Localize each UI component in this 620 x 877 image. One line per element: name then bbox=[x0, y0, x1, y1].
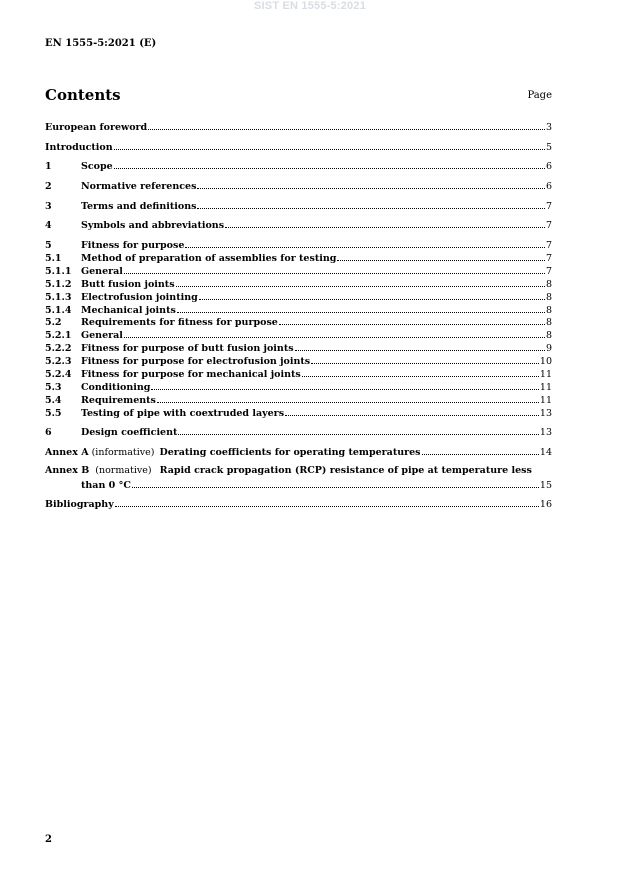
toc-entry-page: 3 bbox=[545, 122, 552, 133]
toc-entry-title: Butt fusion joints bbox=[81, 278, 175, 290]
dot-leader bbox=[199, 290, 545, 300]
toc-entry-page: 5 bbox=[545, 141, 552, 153]
toc-entry[interactable] bbox=[45, 159, 552, 172]
toc-entry-page: 8 bbox=[545, 317, 552, 329]
toc-entry[interactable] bbox=[45, 140, 552, 153]
toc-entry-page: 9 bbox=[545, 343, 552, 355]
dot-leader bbox=[176, 277, 545, 287]
toc-entry-number: 1 bbox=[45, 161, 52, 173]
dot-leader bbox=[114, 140, 545, 150]
toc-entry-annex-a[interactable] bbox=[45, 445, 552, 458]
dot-leader bbox=[225, 218, 545, 228]
dot-leader bbox=[422, 445, 539, 455]
dot-leader bbox=[279, 315, 545, 325]
toc-entry-title: Conditioning bbox=[81, 381, 151, 393]
toc-entry-page: 7 bbox=[545, 253, 552, 265]
toc-entry[interactable] bbox=[45, 354, 552, 367]
footer-page-number: 2 bbox=[45, 834, 52, 845]
dot-leader bbox=[151, 380, 538, 390]
toc-entry[interactable] bbox=[45, 328, 552, 341]
toc-entry-number: 5 bbox=[45, 240, 52, 252]
dot-leader bbox=[197, 199, 545, 209]
annex-a-kind: (informative) bbox=[91, 447, 155, 459]
toc-entry[interactable] bbox=[45, 303, 552, 316]
toc-entry-number: 5.1 bbox=[45, 253, 62, 265]
toc-entry[interactable] bbox=[45, 367, 552, 380]
annex-b-title-line1: Rapid crack propagation (RCP) resistance of pipe at temperature less bbox=[159, 464, 532, 476]
toc-entry-title: Testing of pipe with coextruded layers bbox=[81, 407, 285, 419]
dot-leader bbox=[197, 179, 545, 189]
toc-entry-bibliography[interactable] bbox=[45, 497, 552, 510]
toc-entry[interactable] bbox=[45, 120, 552, 133]
toc-entry-page: 13 bbox=[539, 407, 552, 419]
toc-entry-number: 5.1.3 bbox=[45, 291, 72, 303]
toc-entry-title: Introduction bbox=[45, 141, 113, 153]
toc-entry-number: 5.5 bbox=[45, 407, 62, 419]
dot-leader bbox=[295, 341, 545, 351]
toc-entry-page: 11 bbox=[539, 381, 552, 393]
document-id: EN 1555-5:2021 (E) bbox=[45, 38, 157, 49]
toc-entry[interactable] bbox=[45, 199, 552, 212]
toc-entry[interactable] bbox=[45, 341, 552, 354]
toc-entry-page: 6 bbox=[545, 181, 552, 193]
contents-heading: Contents bbox=[45, 86, 121, 104]
annex-b-kind: (normative) bbox=[95, 464, 152, 476]
bibliography-page: 16 bbox=[539, 499, 552, 511]
toc-entry-title: Method of preparation of assemblies for testing bbox=[81, 253, 337, 265]
toc-entry[interactable] bbox=[45, 425, 552, 438]
toc-entry[interactable] bbox=[45, 218, 552, 231]
watermark: SIST EN 1555-5:2021 bbox=[253, 0, 367, 12]
toc-entry[interactable] bbox=[45, 251, 552, 264]
toc-entry-title: General bbox=[81, 330, 123, 342]
dot-leader bbox=[285, 406, 539, 416]
toc-entry[interactable] bbox=[45, 315, 552, 328]
toc-entry[interactable] bbox=[45, 277, 552, 290]
toc-entry-title: European foreword bbox=[45, 122, 148, 133]
toc-entry[interactable] bbox=[45, 264, 552, 277]
toc-entry-title: Fitness for purpose of butt fusion joints bbox=[81, 343, 294, 355]
toc-entry-number: 5.2 bbox=[45, 317, 62, 329]
annex-b-title-line2: than 0 °C bbox=[81, 479, 131, 491]
dot-leader bbox=[124, 328, 545, 338]
page-column-label: Page bbox=[527, 90, 552, 101]
toc-entry-number: 3 bbox=[45, 200, 52, 212]
dot-leader bbox=[157, 393, 539, 403]
annex-a-page: 14 bbox=[539, 447, 552, 459]
annex-b-page: 15 bbox=[539, 479, 552, 491]
toc-entry-page: 11 bbox=[539, 369, 552, 381]
toc-entry-number: 5.2.3 bbox=[45, 356, 72, 368]
dot-leader bbox=[114, 159, 545, 169]
toc-entry-title: General bbox=[81, 265, 123, 277]
toc-entry[interactable] bbox=[45, 406, 552, 419]
toc-entry-number: 5.2.4 bbox=[45, 369, 72, 381]
toc-entry[interactable] bbox=[45, 393, 552, 406]
annex-a-title: Derating coefficients for operating temperatures bbox=[159, 447, 421, 459]
toc-entry-title: Symbols and abbreviations bbox=[81, 220, 225, 232]
toc-entry-page: 7 bbox=[545, 240, 552, 252]
toc-entry-page: 8 bbox=[545, 304, 552, 316]
toc-entry-number: 5.1.1 bbox=[45, 265, 72, 277]
toc-entry[interactable] bbox=[45, 380, 552, 393]
toc-entry-title: Normative references bbox=[81, 181, 197, 193]
toc-entry-page: 7 bbox=[545, 220, 552, 232]
toc-entry-page: 8 bbox=[545, 278, 552, 290]
toc-entry-title: Terms and definitions bbox=[81, 200, 197, 212]
toc-entry-number: 5.3 bbox=[45, 381, 62, 393]
toc-entry-title: Requirements bbox=[81, 394, 156, 406]
toc-entry-title: Scope bbox=[81, 161, 113, 173]
annex-b-label: Annex B bbox=[45, 464, 90, 476]
toc-entry-page: 8 bbox=[545, 291, 552, 303]
annex-a-label: Annex A bbox=[45, 447, 89, 459]
toc-entry-page: 11 bbox=[539, 394, 552, 406]
toc-entry-number: 2 bbox=[45, 181, 52, 193]
toc-entry-page: 13 bbox=[539, 427, 552, 439]
toc-entry-number: 5.2.1 bbox=[45, 330, 72, 342]
table-of-contents bbox=[45, 120, 552, 510]
dot-leader bbox=[115, 497, 539, 507]
toc-entry-title: Electrofusion jointing bbox=[81, 291, 198, 303]
toc-entry-page: 7 bbox=[545, 200, 552, 212]
toc-entry[interactable] bbox=[45, 290, 552, 303]
toc-entry-title: Design coefficient bbox=[81, 427, 178, 439]
toc-entry-title: Fitness for purpose for electrofusion joints bbox=[81, 356, 311, 368]
toc-entry-title: Fitness for purpose bbox=[81, 240, 185, 252]
dot-leader bbox=[178, 425, 539, 435]
toc-entry-title: Fitness for purpose for mechanical joints bbox=[81, 369, 301, 381]
toc-entry[interactable] bbox=[45, 238, 552, 251]
toc-entry-number: 5.1.2 bbox=[45, 278, 72, 290]
toc-entry[interactable] bbox=[45, 179, 552, 192]
toc-entry-title: Requirements for fitness for purpose bbox=[81, 317, 278, 329]
dot-leader bbox=[185, 238, 545, 248]
toc-entry-number: 5.1.4 bbox=[45, 304, 72, 316]
toc-entry-number: 5.4 bbox=[45, 394, 62, 406]
toc-entry-page: 6 bbox=[545, 161, 552, 173]
dot-leader bbox=[337, 251, 545, 261]
bibliography-title: Bibliography bbox=[45, 499, 114, 511]
toc-entry-number: 4 bbox=[45, 220, 52, 232]
dot-leader bbox=[124, 264, 545, 274]
dot-leader bbox=[302, 367, 539, 377]
dot-leader bbox=[311, 354, 539, 364]
toc-entry-title: Mechanical joints bbox=[81, 304, 176, 316]
dot-leader bbox=[177, 303, 545, 313]
toc-entry-annex-b[interactable] bbox=[45, 465, 552, 491]
toc-entry-page: 7 bbox=[545, 265, 552, 277]
toc-entry-number: 6 bbox=[45, 427, 52, 439]
toc-entry-page: 8 bbox=[545, 330, 552, 342]
dot-leader bbox=[148, 120, 545, 130]
toc-entry-number: 5.2.2 bbox=[45, 343, 72, 355]
toc-entry-page: 10 bbox=[539, 356, 552, 368]
dot-leader bbox=[132, 478, 539, 488]
